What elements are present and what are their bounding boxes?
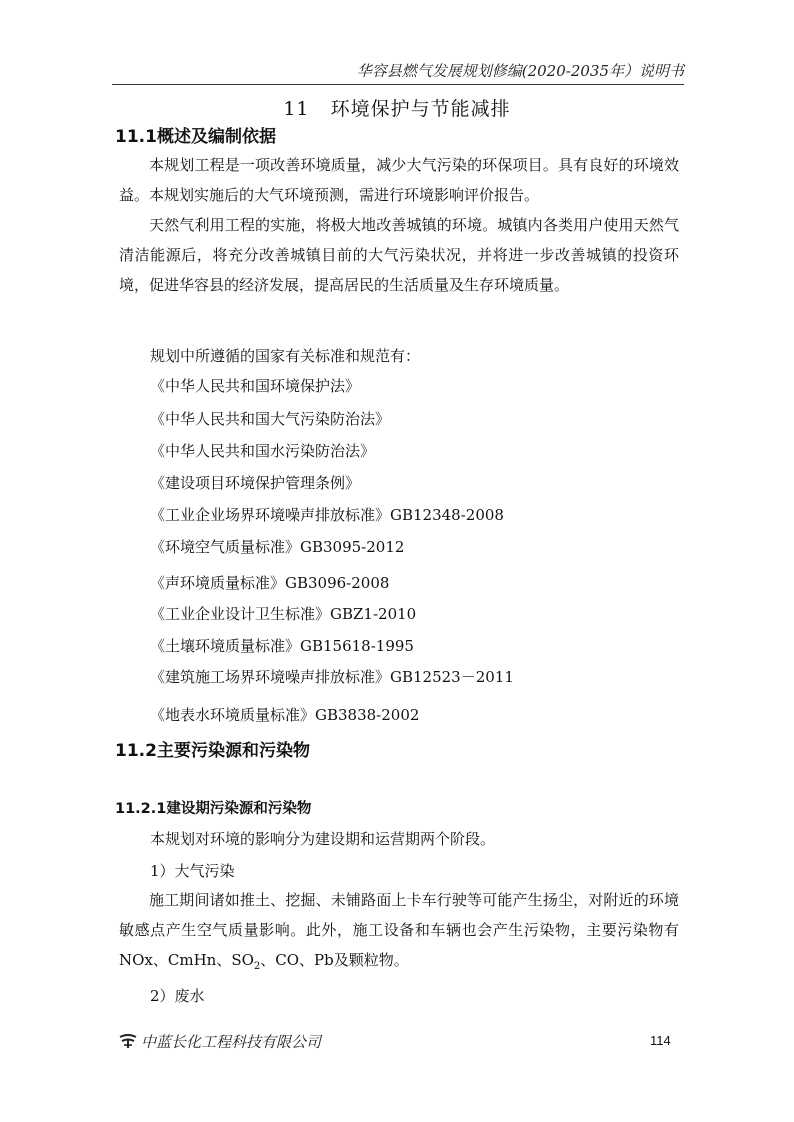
- footer-company: 中蓝长化工程科技有限公司: [141, 1033, 322, 1051]
- standard-item: 《中华人民共和国大气污染防治法》: [150, 410, 391, 428]
- standard-item: 《工业企业场界环境噪声排放标准》GB12348-2008: [150, 506, 504, 524]
- chapter-title: 11 环境保护与节能减排: [283, 98, 511, 120]
- standards-intro: 规划中所遵循的国家有关标准和规范有：: [150, 347, 421, 365]
- company-logo-icon: [118, 1033, 138, 1049]
- air-pollution-text-end: 、CO、Pb及颗粒物。: [260, 951, 409, 969]
- header-title: 华容县燃气发展规划修编(2020-2035年）说明书: [356, 62, 684, 80]
- construction-intro: 本规划对环境的影响分为建设期和运营期两个阶段。: [150, 830, 496, 848]
- header-rule: [112, 84, 684, 85]
- air-pollution-paragraph: [119, 885, 679, 982]
- standard-item: 《中华人民共和国水污染防治法》: [150, 442, 376, 460]
- air-pollution-text: 施工期间诸如推土、挖掘、未铺路面上卡车行驶等可能产生扬尘，对附近的环境敏感点产生空气质量影响。此外，施工设备和车辆也会产生污染物，主要污染物有NOx、CmHn、SO: [119, 891, 679, 969]
- paragraph-2: 天然气利用工程的实施，将极大地改善城镇的环境。城镇内各类用户使用天然气清洁能源后，将充分改善城镇目前的大气污染状况，并将进一步改善城镇的投资环境，促进华容县的经济发展，提高居民的生活质量及生存环境质量。: [119, 216, 679, 294]
- standard-item: 《工业企业设计卫生标准》GBZ1-2010: [150, 605, 417, 623]
- subsection-heading-11-2-1: 11.2.1建设期污染源和污染物: [115, 801, 312, 817]
- standard-item: 《土壤环境质量标准》GB15618-1995: [150, 637, 414, 655]
- page-number: 114: [650, 1033, 671, 1048]
- standard-item: 《中华人民共和国环境保护法》: [150, 377, 361, 395]
- item-air-pollution-title: 1）大气污染: [150, 862, 235, 880]
- section-heading-11-1: 11.1概述及编制依据: [115, 127, 276, 147]
- item-wastewater-title: 2）废水: [150, 987, 205, 1005]
- standard-item: 《地表水环境质量标准》GB3838-2002: [150, 706, 420, 724]
- standard-item: 《环境空气质量标准》GB3095-2012: [150, 538, 405, 556]
- standard-item: 《建筑施工场界环境噪声排放标准》GB12523－2011: [150, 668, 514, 686]
- standard-item: 《建设项目环境保护管理条例》: [150, 474, 361, 492]
- section-heading-11-2: 11.2主要污染源和污染物: [115, 741, 310, 761]
- subscript: 2: [253, 961, 261, 972]
- paragraph-1: 本规划工程是一项改善环境质量，减少大气污染的环保项目。具有良好的环境效益。本规划实施后的大气环境预测，需进行环境影响评价报告。: [119, 156, 679, 204]
- standard-item: 《声环境质量标准》GB3096-2008: [150, 574, 390, 592]
